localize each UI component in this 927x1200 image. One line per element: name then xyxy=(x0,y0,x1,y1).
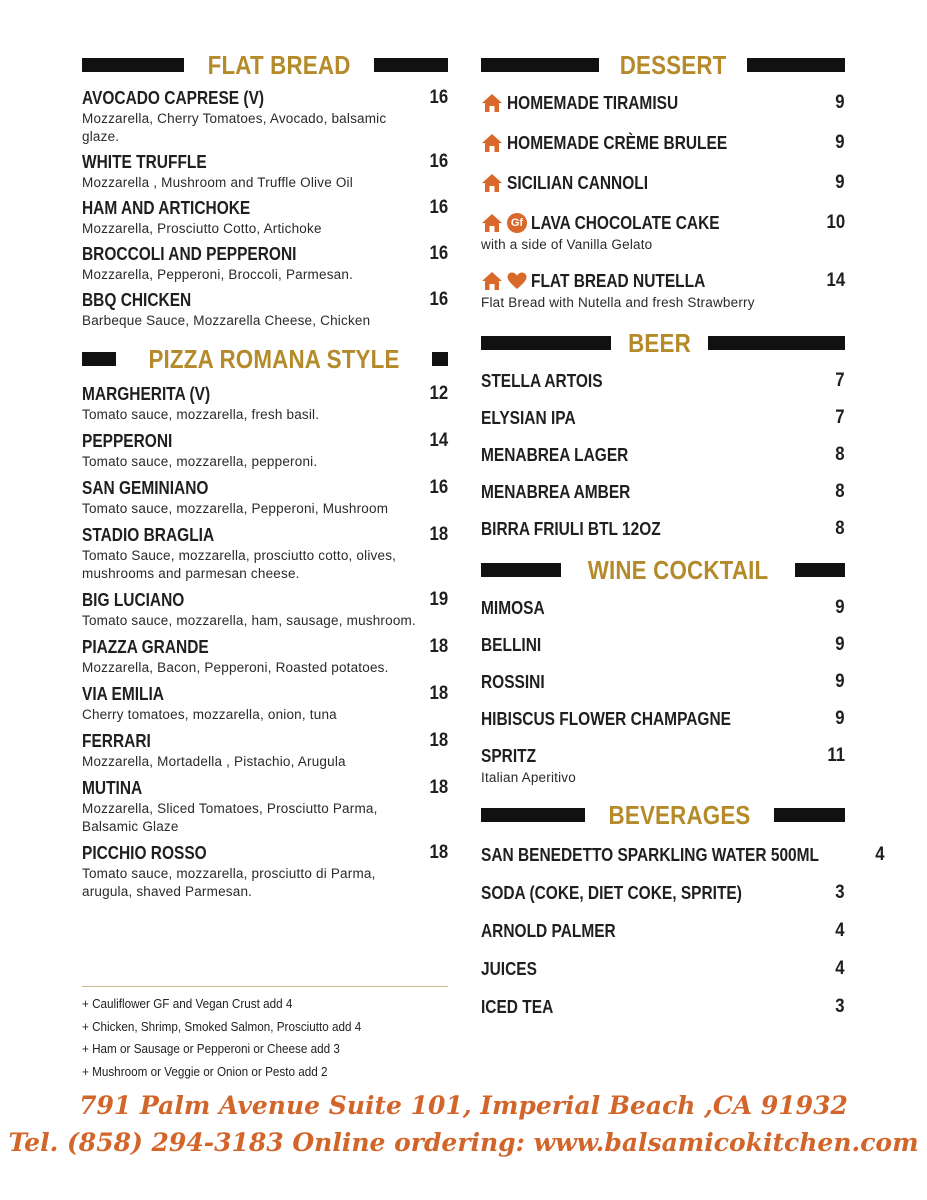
menu-item xyxy=(481,595,845,621)
menu-item xyxy=(481,632,845,658)
menu-item-row xyxy=(82,682,448,706)
menu-item-name-group xyxy=(82,684,177,705)
pizza-list xyxy=(82,382,448,901)
menu-item-row xyxy=(82,523,448,547)
menu-item xyxy=(481,210,845,254)
menu-item-name-group xyxy=(481,93,706,114)
menu-item-name: ELYSIAN IPA xyxy=(481,407,576,428)
menu-item-name: BIRRA FRIULI BTL 12OZ xyxy=(481,518,661,539)
section-title-dessert: DESSERT xyxy=(619,49,727,80)
menu-item xyxy=(82,729,448,771)
menu-item-price: 9 xyxy=(835,671,845,692)
menu-item-description: Tomato sauce, mozzarella, ham, sausage, mushroom. xyxy=(82,613,416,628)
menu-item-price: 7 xyxy=(835,370,845,391)
menu-item-description: Tomato sauce, mozzarella, Pepperoni, Mushroom xyxy=(82,501,389,516)
menu-item xyxy=(82,523,448,583)
menu-item-name-group xyxy=(481,371,622,392)
menu-item-row xyxy=(82,288,448,312)
menu-item-name: FLAT BREAD NUTELLA xyxy=(531,270,706,291)
menu-item-name: HAM AND ARTICHOKE xyxy=(82,197,251,218)
menu-item-name-group xyxy=(82,88,294,109)
menu-item-description: Mozzarella, Prosciutto Cotto, Artichoke xyxy=(82,221,322,236)
flatbread-list xyxy=(82,86,448,330)
menu-item-name: SODA (COKE, DIET COKE, SPRITE) xyxy=(481,882,742,903)
menu-item-row xyxy=(481,442,845,468)
section-header-wine xyxy=(481,553,845,587)
menu-item xyxy=(481,669,845,695)
contact-text: Tel. (858) 294-3183 Online ordering: www.balsamicokitchen.com xyxy=(8,1128,919,1157)
menu-item-row xyxy=(481,880,845,906)
menu-item-price: 18 xyxy=(429,842,448,863)
menu-item-row xyxy=(82,382,448,406)
menu-item-name: SPRITZ xyxy=(481,745,537,766)
menu-item-price: 7 xyxy=(835,407,845,428)
wine-list xyxy=(481,595,845,787)
menu-item-name-group xyxy=(481,482,655,503)
menu-item-name: WHITE TRUFFLE xyxy=(82,151,207,172)
menu-item-row xyxy=(481,405,845,431)
menu-item-name: MUTINA xyxy=(82,777,143,798)
menu-item xyxy=(481,918,845,944)
menu-item xyxy=(481,880,845,906)
menu-item-name: PIAZZA GRANDE xyxy=(82,636,209,657)
menu-item-price: 11 xyxy=(827,745,845,766)
menu-item-description: with a side of Vanilla Gelato xyxy=(481,237,653,252)
house-icon xyxy=(481,93,503,113)
menu-item-price: 9 xyxy=(835,708,845,729)
header-bar xyxy=(481,563,561,577)
menu-item-name: ROSSINI xyxy=(481,671,545,692)
menu-item-price: 8 xyxy=(835,481,845,502)
menu-item-name: HOMEMADE TIRAMISU xyxy=(507,92,679,113)
header-bar xyxy=(481,808,585,822)
header-bar xyxy=(374,58,448,72)
menu-item-name: MENABREA AMBER xyxy=(481,481,631,502)
menu-item xyxy=(481,170,845,196)
menu-item-description: Mozzarella , Mushroom and Truffle Olive Oil xyxy=(82,175,353,190)
menu-item-description: Mozzarella, Pepperoni, Broccoli, Parmesan. xyxy=(82,267,354,282)
house-icon xyxy=(481,213,503,233)
menu-item-name-group xyxy=(82,525,236,546)
menu-item-price: 14 xyxy=(429,430,448,451)
menu-item-price: 9 xyxy=(835,172,845,193)
menu-item-name: PEPPERONI xyxy=(82,430,173,451)
menu-item-name: BROCCOLI AND PEPPERONI xyxy=(82,243,297,264)
menu-item-name-group xyxy=(82,290,209,311)
menu-item xyxy=(82,150,448,192)
menu-item-row xyxy=(82,242,448,266)
menu-item-row xyxy=(481,842,885,868)
menu-item-price: 4 xyxy=(835,920,845,941)
menu-item xyxy=(82,429,448,471)
menu-item-name: ARNOLD PALMER xyxy=(481,920,616,941)
menu-item-row xyxy=(481,90,845,116)
menu-item-row xyxy=(82,776,448,800)
menu-item-name: FERRARI xyxy=(82,730,151,751)
menu-item-row xyxy=(481,595,845,621)
menu-item xyxy=(82,588,448,630)
menu-item-name-group xyxy=(481,746,545,767)
menu-item-name-group xyxy=(82,478,229,499)
gf-icon: Gf xyxy=(507,213,527,233)
section-header-beverages xyxy=(481,798,845,832)
section-header-beer xyxy=(481,326,845,360)
menu-item-row xyxy=(481,918,845,944)
menu-item-name: VIA EMILIA xyxy=(82,683,164,704)
header-bar xyxy=(747,58,845,72)
menu-item-row xyxy=(82,729,448,753)
menu-item-name-group xyxy=(82,384,231,405)
menu-item-price: 9 xyxy=(835,92,845,113)
menu-item-description: Mozzarella, Bacon, Pepperoni, Roasted potatoes. xyxy=(82,660,389,675)
menu-item-name: MARGHERITA (V) xyxy=(82,383,211,404)
menu-item xyxy=(82,86,448,146)
menu-item-row xyxy=(481,743,845,769)
menu-item-name-group xyxy=(481,959,546,980)
house-icon xyxy=(481,271,503,291)
menu-item xyxy=(82,682,448,724)
addons-list xyxy=(82,986,448,1083)
menu-item-name-group xyxy=(481,445,652,466)
menu-item-row xyxy=(481,210,845,236)
address-text: 791 Palm Avenue Suite 101, Imperial Beach ,CA 91932 xyxy=(79,1091,848,1120)
menu-item-name: SAN GEMINIANO xyxy=(82,477,209,498)
menu-item-price: 10 xyxy=(826,212,845,233)
menu-item-price: 4 xyxy=(835,958,845,979)
header-bar xyxy=(82,352,116,366)
header-bar xyxy=(432,352,448,366)
beverages-list xyxy=(481,842,885,1020)
menu-item-description: Mozzarella, Sliced Tomatoes, Prosciutto Parma, Balsamic Glaze xyxy=(82,801,378,834)
menu-item-name-group xyxy=(82,731,162,752)
house-icon xyxy=(481,133,503,153)
menu-item-price: 18 xyxy=(429,524,448,545)
menu-item-price: 9 xyxy=(835,597,845,618)
addon-item: + Chicken, Shrimp, Smoked Salmon, Prosciutto add 4 xyxy=(82,1018,362,1034)
menu-item-price: 3 xyxy=(835,996,845,1017)
menu-item-row xyxy=(82,635,448,659)
menu-item-price: 19 xyxy=(429,589,448,610)
menu-item xyxy=(481,706,845,732)
menu-item-name-group xyxy=(82,198,278,219)
menu-item xyxy=(481,442,845,468)
menu-item-name: PICCHIO ROSSO xyxy=(82,842,207,863)
menu-item-name-group xyxy=(481,921,638,942)
header-bar xyxy=(82,58,184,72)
menu-item-row xyxy=(82,841,448,865)
menu-item xyxy=(481,90,845,116)
menu-item-row xyxy=(82,588,448,612)
menu-item-row xyxy=(481,479,845,505)
footer-address xyxy=(0,1091,927,1120)
menu-item-name: BELLINI xyxy=(481,634,542,655)
menu-item-description: Italian Aperitivo xyxy=(481,770,576,785)
menu-item-price: 9 xyxy=(835,132,845,153)
menu-item-name: JUICES xyxy=(481,958,537,979)
addon-item: + Cauliflower GF and Vegan Crust add 4 xyxy=(82,996,293,1011)
menu-item-price: 16 xyxy=(429,151,448,172)
menu-item xyxy=(82,635,448,677)
menu-item-description: Mozzarella, Mortadella , Pistachio, Arugula xyxy=(82,754,346,769)
header-bar xyxy=(481,336,611,350)
menu-item-name-group xyxy=(481,635,551,656)
menu-item-row xyxy=(481,994,845,1020)
section-title-beer: BEER xyxy=(628,327,691,358)
menu-item-name: AVOCADO CAPRESE (V) xyxy=(82,87,265,108)
beer-list xyxy=(481,368,845,542)
menu-item-price: 16 xyxy=(429,477,448,498)
menu-item xyxy=(82,196,448,238)
menu-item-name: BBQ CHICKEN xyxy=(82,289,192,310)
menu-item-price: 16 xyxy=(429,243,448,264)
menu-item xyxy=(481,842,885,868)
section-title-flatbread: FLAT BREAD xyxy=(207,49,351,80)
menu-item-name-group xyxy=(82,590,201,611)
menu-item-price: 9 xyxy=(835,634,845,655)
menu-item-row xyxy=(481,130,845,156)
menu-item-row xyxy=(481,170,845,196)
menu-item-name-group xyxy=(82,637,229,658)
menu-item-row xyxy=(481,706,845,732)
section-title-beverages: BEVERAGES xyxy=(608,799,751,830)
menu-item-description: Mozzarella, Cherry Tomatoes, Avocado, balsamic glaze. xyxy=(82,111,387,144)
menu-item-description: Tomato sauce, mozzarella, prosciutto di Parma, arugula, shaved Parmesan. xyxy=(82,866,376,899)
section-title-wine: WINE COCKTAIL xyxy=(587,554,769,585)
house-icon xyxy=(481,173,503,193)
menu-item-name-group xyxy=(82,843,227,864)
menu-item-row xyxy=(82,86,448,110)
menu-item xyxy=(481,743,845,787)
menu-item-price: 18 xyxy=(429,636,448,657)
menu-item-price: 8 xyxy=(835,444,845,465)
menu-item-name: STADIO BRAGLIA xyxy=(82,524,215,545)
menu-item-name: LAVA CHOCOLATE CAKE xyxy=(531,212,720,233)
menu-item-description: Tomato Sauce, mozzarella, prosciutto cotto, olives, mushrooms and parmesan cheese. xyxy=(82,548,397,581)
section-header-pizza xyxy=(82,342,448,376)
menu-item-name: HOMEMADE CRÈME BRULEE xyxy=(507,132,728,153)
menu-item-row xyxy=(82,196,448,220)
menu-item-row xyxy=(481,268,845,294)
addon-item: + Mushroom or Veggie or Onion or Pesto add 2 xyxy=(82,1063,328,1079)
menu-item xyxy=(82,476,448,518)
menu-item-name: ICED TEA xyxy=(481,996,554,1017)
menu-item-name: SAN BENEDETTO SPARKLING WATER 500ML xyxy=(481,844,820,865)
menu-item xyxy=(481,405,845,431)
menu-item-price: 16 xyxy=(429,197,448,218)
menu-item-name-group xyxy=(481,997,565,1018)
header-bar xyxy=(708,336,845,350)
menu-item-description: Barbeque Sauce, Mozzarella Cheese, Chicken xyxy=(82,313,371,328)
menu-item-description: Tomato sauce, mozzarella, pepperoni. xyxy=(82,454,318,469)
menu-item-price: 12 xyxy=(429,383,448,404)
section-header-dessert xyxy=(481,48,845,82)
menu-item-name-group xyxy=(481,408,591,429)
menu-item-name-group xyxy=(481,519,690,540)
menu-item-name-group xyxy=(82,244,331,265)
menu-item-row xyxy=(481,632,845,658)
section-title-pizza: PIZZA ROMANA STYLE xyxy=(148,343,400,374)
menu-item-name-group xyxy=(481,213,750,234)
menu-item-name-group xyxy=(82,431,187,452)
menu-item-description: Tomato sauce, mozzarella, fresh basil. xyxy=(82,407,320,422)
menu-item-name: SICILIAN CANNOLI xyxy=(507,172,649,193)
menu-item-name: MIMOSA xyxy=(481,597,545,618)
menu-item xyxy=(481,130,845,156)
menu-item-row xyxy=(481,956,845,982)
menu-item xyxy=(481,368,845,394)
menu-item-name-group xyxy=(481,598,555,619)
menu-item-price: 3 xyxy=(835,882,845,903)
menu-item-name: BIG LUCIANO xyxy=(82,589,185,610)
menu-item-price: 18 xyxy=(429,683,448,704)
menu-item-price: 8 xyxy=(835,518,845,539)
menu-item-price: 16 xyxy=(429,87,448,108)
menu-item xyxy=(481,956,845,982)
menu-item xyxy=(82,776,448,836)
menu-item-name-group xyxy=(481,133,763,154)
menu-item-description: Cherry tomatoes, mozzarella, onion, tuna xyxy=(82,707,337,722)
menu-item-name-group xyxy=(481,883,784,904)
menu-item-row xyxy=(481,368,845,394)
menu-item-price: 14 xyxy=(826,270,845,291)
menu-item xyxy=(481,516,845,542)
section-header-flatbread xyxy=(82,48,448,82)
footer-contact xyxy=(0,1128,927,1157)
menu-item-name: HIBISCUS FLOWER CHAMPAGNE xyxy=(481,708,731,729)
right-column xyxy=(481,48,885,1032)
menu-item-name-group xyxy=(481,271,734,292)
menu-item-name-group xyxy=(82,152,227,173)
left-column xyxy=(82,48,448,906)
menu-item-price: 18 xyxy=(429,777,448,798)
menu-item-name: STELLA ARTOIS xyxy=(481,370,603,391)
menu-item-row xyxy=(481,516,845,542)
menu-item xyxy=(481,479,845,505)
menu-item-row xyxy=(82,429,448,453)
menu-item xyxy=(82,288,448,330)
menu-item-price: 4 xyxy=(875,844,885,865)
header-bar xyxy=(774,808,845,822)
dessert-list xyxy=(481,90,845,312)
menu-item xyxy=(481,268,845,312)
menu-item-row xyxy=(481,669,845,695)
menu-item xyxy=(82,841,448,901)
addon-item: + Ham or Sausage or Pepperoni or Cheese add 3 xyxy=(82,1041,340,1056)
menu-item-name: MENABREA LAGER xyxy=(481,444,629,465)
menu-item xyxy=(481,994,845,1020)
menu-item xyxy=(82,382,448,424)
header-bar xyxy=(795,563,845,577)
menu-item-price: 18 xyxy=(429,730,448,751)
menu-item-description: Flat Bread with Nutella and fresh Strawberry xyxy=(481,295,755,310)
menu-item-row xyxy=(82,150,448,174)
menu-item-name-group xyxy=(481,709,772,730)
heart-icon xyxy=(507,272,527,290)
menu-item-name-group xyxy=(481,173,671,194)
header-bar xyxy=(481,58,599,72)
menu-item-name-group xyxy=(481,845,874,866)
menu-item-name-group xyxy=(82,778,152,799)
menu-item xyxy=(82,242,448,284)
menu-item-name-group xyxy=(481,672,555,693)
menu-item-row xyxy=(82,476,448,500)
menu-item-price: 16 xyxy=(429,289,448,310)
